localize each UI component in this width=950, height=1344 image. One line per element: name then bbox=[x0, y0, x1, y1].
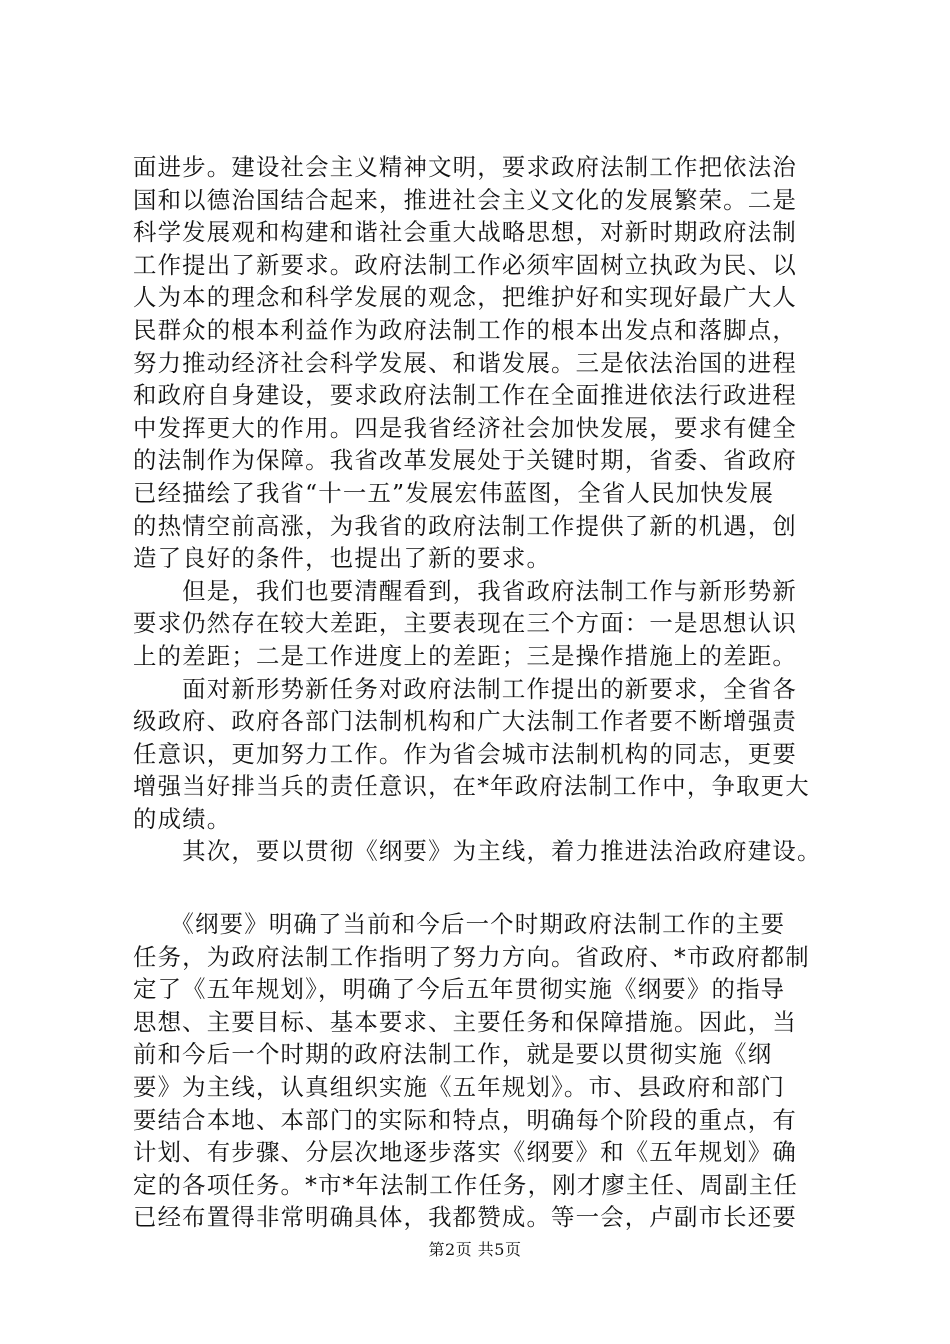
text-line: 任务，为政府法制工作指明了努力方向。省政府、*市政府都制 bbox=[133, 942, 810, 971]
text-line: 努力推动经济社会科学发展、和谐发展。三是依法治国的进程 bbox=[133, 348, 797, 377]
text-line: 科学发展观和构建和谐社会重大战略思想，对新时期政府法制 bbox=[133, 218, 797, 247]
text-line: 要结合本地、本部门的实际和特点，明确每个阶段的重点，有 bbox=[133, 1105, 797, 1134]
text-line: 面进步。建设社会主义精神文明，要求政府法制工作把依法治 bbox=[133, 153, 797, 181]
page-number-footer: 第2页 共5页 bbox=[428, 1240, 522, 1259]
text-line: 上的差距；二是工作进度上的差距；三是操作措施上的差距。 bbox=[133, 641, 797, 670]
paragraph-gap bbox=[133, 868, 853, 908]
text-line: 中发挥更大的作用。四是我省经济社会加快发展，要求有健全 bbox=[133, 413, 797, 442]
text-line: 定的各项任务。*市*年法制工作任务，刚才廖主任、周副主任 bbox=[133, 1170, 799, 1199]
text-line: 要求仍然存在较大差距，主要表现在三个方面：一是思想认识 bbox=[133, 609, 797, 638]
text-line: 民群众的根本利益作为政府法制工作的根本出发点和落脚点， bbox=[133, 315, 797, 344]
text-line: 任意识，更加努力工作。作为省会城市法制机构的同志，更要 bbox=[133, 739, 797, 768]
text-line: 增强当好排当兵的责任意识，在*年政府法制工作中，争取更大 bbox=[133, 772, 810, 801]
text-line: 思想、主要目标、基本要求、主要任务和保障措施。因此，当 bbox=[133, 1007, 797, 1036]
text-line: 定了《五年规划》，明确了今后五年贯彻实施《纲要》的指导 bbox=[133, 975, 786, 1004]
text-line: 和政府自身建设，要求政府法制工作在全面推进依法行政进程 bbox=[133, 381, 797, 410]
text-line: 已经布置得非常明确具体，我都赞成。等一会，卢副市长还要 bbox=[133, 1203, 797, 1232]
text-line: 级政府、政府各部门法制机构和广大法制工作者要不断增强责 bbox=[133, 707, 797, 736]
text-line: 国和以德治国结合起来，推进社会主义文化的发展繁荣。二是 bbox=[133, 185, 797, 214]
text-line: 要》为主线，认真组织实施《五年规划》。市、县政府和部门 bbox=[133, 1073, 786, 1102]
text-line: 的热情空前高涨，为我省的政府法制工作提供了新的机遇，创 bbox=[133, 511, 797, 540]
text-line: 工作提出了新要求。政府法制工作必须牢固树立执政为民、以 bbox=[133, 250, 797, 279]
text-line: 面对新形势新任务对政府法制工作提出的新要求，全省各 bbox=[133, 674, 797, 703]
text-line: 造了良好的条件，也提出了新的要求。 bbox=[133, 544, 552, 573]
section-heading: 其次，要以贯彻《纲要》为主线，着力推进法治政府建设。 bbox=[133, 837, 822, 866]
text-line: 前和今后一个时期的政府法制工作，就是要以贯彻实施《纲 bbox=[133, 1040, 773, 1069]
document-body bbox=[133, 151, 853, 1234]
text-line: 已经描绘了我省“十一五”发展宏伟蓝图，全省人民加快发展 bbox=[133, 478, 775, 507]
text-line: 的成绩。 bbox=[133, 804, 232, 833]
text-line: 计划、有步骤、分层次地逐步落实《纲要》和《五年规划》确 bbox=[133, 1138, 797, 1167]
text-line: 但是，我们也要清醒看到，我省政府法制工作与新形势新 bbox=[133, 576, 797, 605]
text-line: 的法制作为保障。我省改革发展处于关键时期，省委、省政府 bbox=[133, 446, 797, 475]
text-line: 人为本的理念和科学发展的观念，把维护好和实现好最广大人 bbox=[133, 283, 797, 312]
text-line: 《纲要》明确了当前和今后一个时期政府法制工作的主要 bbox=[133, 910, 786, 939]
